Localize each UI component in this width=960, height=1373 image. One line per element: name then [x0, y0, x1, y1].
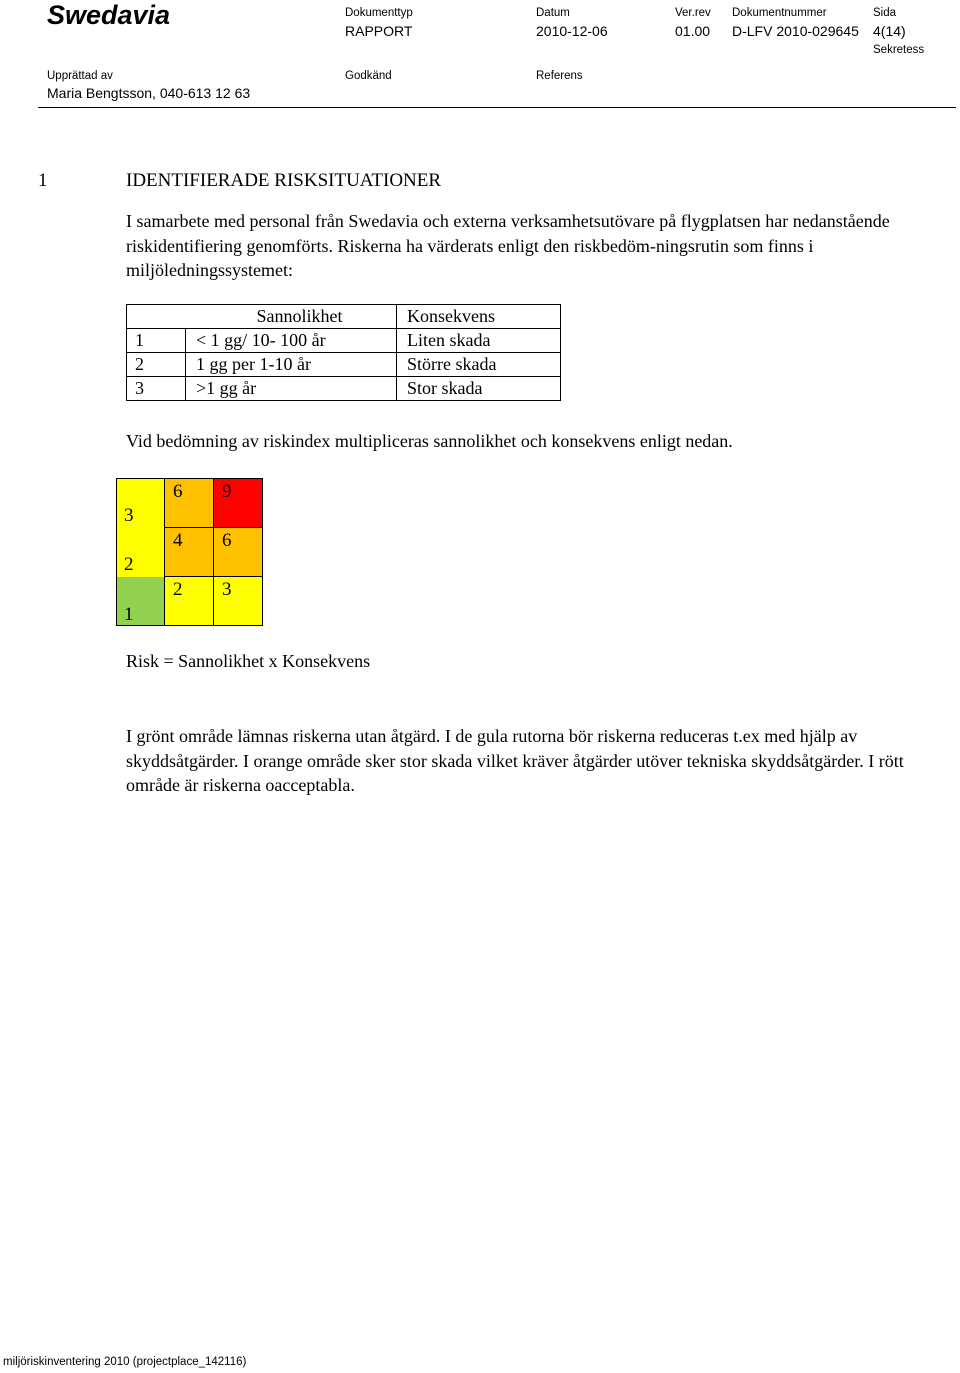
docnum-value: D-LFV 2010-029645 [732, 23, 859, 39]
matrix-axis-label: 2 [124, 554, 134, 575]
row-probability: < 1 gg/ 10- 100 år [186, 329, 397, 353]
page-value: 4(14) [873, 23, 906, 39]
approved-label: Godkänd [345, 70, 392, 82]
matrix-cell: 3 [213, 576, 263, 626]
doctype-label: Dokumenttyp [345, 7, 413, 19]
secrecy-label: Sekretess [873, 44, 925, 56]
page-label: Sida [873, 7, 897, 19]
explanation-paragraph: I grönt område lämnas riskerna utan åtgärd. I de gula rutorna bör riskerna reduceras t.ex med hjälp av skyddsåtgärder. I orange område sker stor skada vilket kräver åtgärder utöver tekniska skyddsåtgärder. I rött område är riskerna oacceptabla. [126, 726, 904, 795]
table-row [127, 329, 561, 353]
matrix-cell: 6 [213, 527, 263, 577]
risk-scale-table [126, 304, 561, 401]
probability-header: Sannolikhet [186, 305, 397, 329]
matrix-cell: 9 [213, 478, 263, 528]
date-value: 2010-12-06 [536, 23, 608, 39]
row-level: 3 [127, 377, 186, 401]
matrix-cell: 6 [164, 478, 214, 528]
date-label: Datum [536, 7, 570, 19]
consequence-header: Konsekvens [397, 305, 561, 329]
matrix-axis-label: 3 [124, 505, 134, 526]
verrev-label: Ver.rev [675, 7, 711, 19]
matrix-cell: 4 [164, 527, 214, 577]
table-row [127, 377, 561, 401]
matrix-axis-label: 1 [124, 604, 134, 625]
row-level: 2 [127, 353, 186, 377]
row-probability: 1 gg per 1-10 år [186, 353, 397, 377]
table-row [127, 353, 561, 377]
table-header-blank [127, 305, 186, 329]
page-footer: miljöriskinventering 2010 (projectplace_142116) [3, 1356, 247, 1368]
row-consequence: Liten skada [397, 329, 561, 353]
risk-formula: Risk = Sannolikhet x Konsekvens [126, 651, 371, 671]
author-label: Upprättad av [47, 70, 113, 82]
intro-paragraph: I samarbete med personal från Swedavia och externa verksamhetsutövare på flygplatsen har nedanstående riskidentifiering genomförts. Riskerna ha värderats enligt den riskbedöm-ningsrutin som finns i miljöledningssystemet: [126, 211, 890, 280]
row-consequence: Stor skada [397, 377, 561, 401]
author-value: Maria Bengtsson, 040-613 12 63 [47, 85, 251, 101]
section-title: IDENTIFIERADE RISKSITUATIONER [126, 170, 442, 191]
matrix-cell: 2 [164, 576, 214, 626]
reference-label: Referens [536, 70, 583, 82]
verrev-value: 01.00 [675, 23, 711, 39]
docnum-label: Dokumentnummer [732, 7, 827, 19]
matrix-axis-border [116, 478, 164, 626]
row-consequence: Större skada [397, 353, 561, 377]
table-header-row [127, 305, 561, 329]
row-probability: >1 gg år [186, 377, 397, 401]
row-level: 1 [127, 329, 186, 353]
header-divider [38, 107, 956, 108]
doctype-value: RAPPORT [345, 23, 413, 39]
section-number: 1 [38, 170, 48, 191]
matrix-intro-text: Vid bedömning av riskindex multipliceras sannolikhet och konsekvens enligt nedan. [126, 431, 733, 451]
brand-logo: Swedavia [47, 0, 171, 30]
risk-matrix [116, 478, 263, 626]
